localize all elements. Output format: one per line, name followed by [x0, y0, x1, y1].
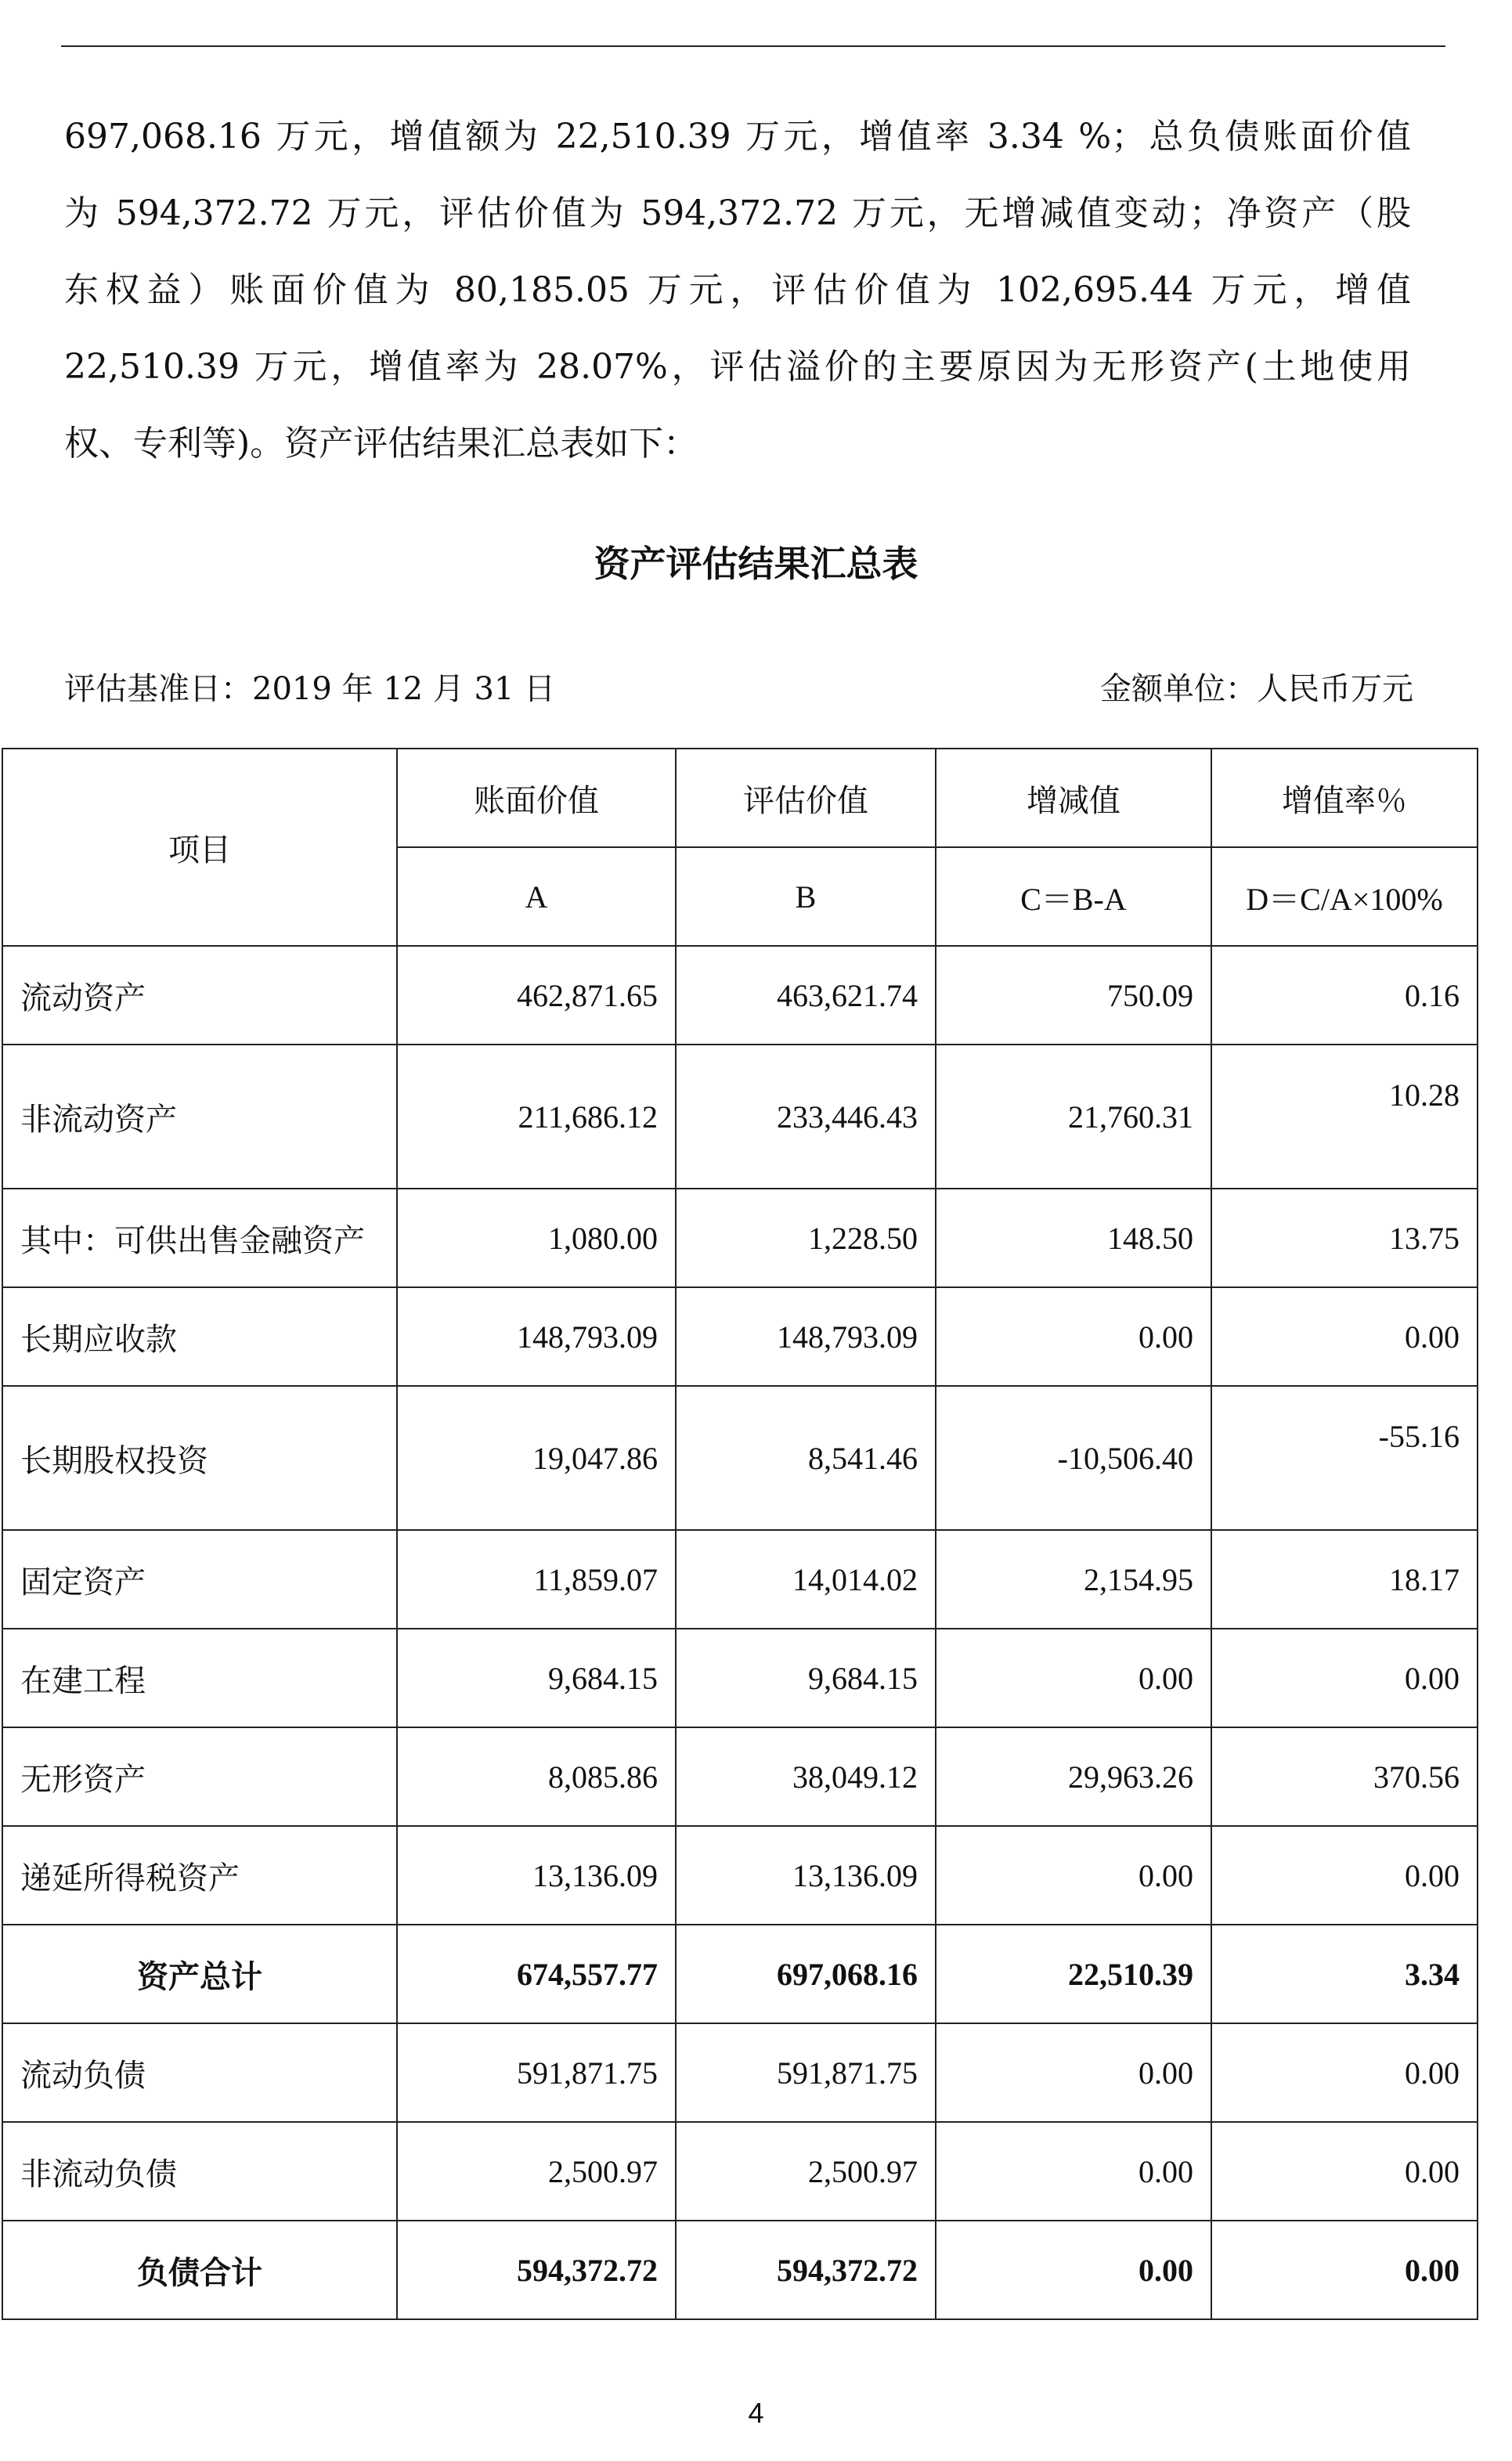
paragraph-line: 22,510.39 万元，增值率为 28.07%，评估溢价的主要原因为无形资产(土地使用: [64, 347, 1411, 387]
row-item: 非流动资产: [2, 1045, 397, 1189]
row-change-rate: 0.00: [1211, 1826, 1478, 1925]
row-change: 0.00: [936, 2023, 1211, 2122]
row-change: 29,963.26: [936, 1727, 1211, 1826]
row-change-rate: 13.75: [1211, 1189, 1478, 1287]
row-change: 0.00: [936, 2122, 1211, 2221]
row-change: 750.09: [936, 946, 1211, 1045]
header-change-rate: 增值率％: [1211, 749, 1478, 847]
row-change: 2,154.95: [936, 1530, 1211, 1629]
row-book-value: 1,080.00: [397, 1189, 676, 1287]
page-number: 4: [748, 2397, 764, 2429]
paragraph-line: 697,068.16 万元，增值额为 22,510.39 万元，增值率 3.34 %；总负债账面价值: [64, 117, 1411, 157]
table-row-total-liabilities: [2, 2221, 1478, 2319]
row-book-value: 591,871.75: [397, 2023, 676, 2122]
row-appraised-value: 1,228.50: [676, 1189, 936, 1287]
row-appraised-value: 9,684.15: [676, 1629, 936, 1727]
row-change: 148.50: [936, 1189, 1211, 1287]
row-item: 递延所得税资产: [2, 1826, 397, 1925]
row-change: 0.00: [936, 1826, 1211, 1925]
header-book-value: 账面价值: [397, 749, 676, 847]
table-row: [2, 946, 1478, 1045]
table-title: 资产评估结果汇总表: [594, 543, 918, 585]
row-appraised-value: 38,049.12: [676, 1727, 936, 1826]
row-change-rate: 0.00: [1211, 2023, 1478, 2122]
row-book-value: 13,136.09: [397, 1826, 676, 1925]
row-appraised-value: 148,793.09: [676, 1287, 936, 1386]
row-change-rate: 0.16: [1211, 946, 1478, 1045]
row-appraised-value: 2,500.97: [676, 2122, 936, 2221]
row-change: 21,760.31: [936, 1045, 1211, 1189]
row-book-value: 19,047.86: [397, 1386, 676, 1530]
row-change-rate: 0.00: [1211, 1287, 1478, 1386]
row-item: 其中：可供出售金融资产: [2, 1189, 397, 1287]
header-change: 增减值: [936, 749, 1211, 847]
row-item: 固定资产: [2, 1530, 397, 1629]
row-change-rate: 0.00: [1211, 2221, 1478, 2319]
table-row: [2, 2023, 1478, 2122]
row-appraised-value: 591,871.75: [676, 2023, 936, 2122]
row-appraised-value: 14,014.02: [676, 1530, 936, 1629]
table-row: [2, 1386, 1478, 1530]
table-row: [2, 1189, 1478, 1287]
table-row: [2, 1287, 1478, 1386]
row-appraised-value: 13,136.09: [676, 1826, 936, 1925]
valuation-summary-table: [2, 748, 1478, 2320]
paragraph-line: 权、专利等)。资产评估结果汇总表如下：: [64, 424, 698, 464]
body-paragraph: [64, 99, 1411, 482]
table-row: [2, 1530, 1478, 1629]
formula-b: B: [676, 847, 936, 946]
row-item: 负债合计: [2, 2221, 397, 2319]
table-row: [2, 1826, 1478, 1925]
row-book-value: 462,871.65: [397, 946, 676, 1045]
row-change-rate: 18.17: [1211, 1530, 1478, 1629]
table-row: [2, 1629, 1478, 1727]
row-appraised-value: 697,068.16: [676, 1925, 936, 2023]
row-book-value: 211,686.12: [397, 1045, 676, 1189]
row-change-rate: 370.56: [1211, 1727, 1478, 1826]
row-book-value: 2,500.97: [397, 2122, 676, 2221]
row-change-rate: -55.16: [1211, 1386, 1478, 1530]
row-change-rate: 0.00: [1211, 1629, 1478, 1727]
amount-unit: 金额单位：人民币万元: [1100, 671, 1413, 707]
row-item: 非流动负债: [2, 2122, 397, 2221]
row-book-value: 148,793.09: [397, 1287, 676, 1386]
header-rule: [61, 45, 1445, 47]
table-row: [2, 1045, 1478, 1189]
header-item: 项目: [2, 749, 397, 946]
row-book-value: 11,859.07: [397, 1530, 676, 1629]
table-row: [2, 2122, 1478, 2221]
table-row-total-assets: [2, 1925, 1478, 2023]
row-book-value: 9,684.15: [397, 1629, 676, 1727]
row-change: 0.00: [936, 1287, 1211, 1386]
base-date: 评估基准日：2019 年 12 月 31 日: [64, 671, 556, 707]
row-change-rate: 0.00: [1211, 2122, 1478, 2221]
row-book-value: 594,372.72: [397, 2221, 676, 2319]
header-appraised-value: 评估价值: [676, 749, 936, 847]
row-appraised-value: 463,621.74: [676, 946, 936, 1045]
row-appraised-value: 594,372.72: [676, 2221, 936, 2319]
row-book-value: 8,085.86: [397, 1727, 676, 1826]
row-item: 在建工程: [2, 1629, 397, 1727]
row-change: 0.00: [936, 2221, 1211, 2319]
row-item: 长期应收款: [2, 1287, 397, 1386]
row-change: 22,510.39: [936, 1925, 1211, 2023]
row-item: 长期股权投资: [2, 1386, 397, 1530]
formula-a: A: [397, 847, 676, 946]
paragraph-line: 为 594,372.72 万元，评估价值为 594,372.72 万元，无增减值变动；净资产（股: [64, 193, 1411, 233]
row-item: 无形资产: [2, 1727, 397, 1826]
row-change-rate: 3.34: [1211, 1925, 1478, 2023]
row-item: 流动资产: [2, 946, 397, 1045]
formula-c: C＝B-A: [936, 847, 1211, 946]
row-change: 0.00: [936, 1629, 1211, 1727]
row-item: 资产总计: [2, 1925, 397, 2023]
row-change: -10,506.40: [936, 1386, 1211, 1530]
table-header-row: [2, 749, 1478, 847]
row-book-value: 674,557.77: [397, 1925, 676, 2023]
table-row: [2, 1727, 1478, 1826]
row-change-rate: 10.28: [1211, 1045, 1478, 1189]
row-appraised-value: 8,541.46: [676, 1386, 936, 1530]
row-item: 流动负债: [2, 2023, 397, 2122]
paragraph-line: 东权益）账面价值为 80,185.05 万元，评估价值为 102,695.44 万元，增值: [64, 270, 1411, 310]
formula-d: D＝C/A×100%: [1211, 847, 1478, 946]
row-appraised-value: 233,446.43: [676, 1045, 936, 1189]
